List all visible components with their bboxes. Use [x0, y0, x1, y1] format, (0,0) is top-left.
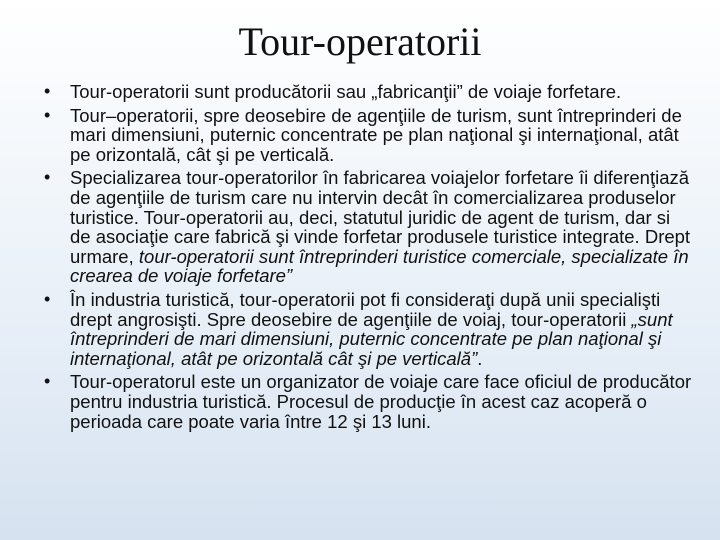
bullet-item [44, 168, 694, 286]
slide-title: Tour-operatorii [238, 19, 482, 64]
bullet-text: Specializarea tour-operatorilor în fabricarea voiajelor forfetare îi diferenţiază de agenţiile de turism care nu intervin decât în comercializarea produselor turistice. Tour-operatorii au, deci, statutul juridic de agent de turism, dar si de asociaţie care fabrică şi vinde forfetar produsele turistice integrate. Drept urmare, [70, 167, 691, 267]
bullet-text: În industria turistică, tour-operatorii pot fi consideraţi după unii specialişti drept angrosişti. Spre deosebire de agenţiile de voiaj, tour-operatorii [70, 288, 661, 330]
bullet-item [44, 82, 694, 102]
bullet-item [44, 372, 694, 431]
bullet-text: Tour–operatorii, spre deosebire de agenţiile de turism, sunt întreprinderi de mari dimensiuni, puternic concentrate pe plan naţional şi internaţional, atât pe orizontală, cât şi pe verticală. [70, 104, 682, 165]
bullet-item [44, 106, 694, 165]
bullet-marker: • [44, 288, 51, 309]
bullet-item [44, 290, 694, 368]
bullet-marker: • [44, 81, 51, 101]
bullet-marker: • [44, 371, 51, 392]
bullet-text-italic: „sunt întreprinderi de mari dimensiuni, puternic concentrate pe plan naţional şi internaţional, atât pe orizontală cât şi pe verticală” [70, 308, 673, 369]
bullet-text: Tour-operatorii sunt producătorii sau „fabricanţii” de voiaje forfetare. [70, 81, 622, 102]
bullet-text: Tour-operatorul este un organizator de voiaje care face oficiul de producător pentru industria turistică. Procesul de producţie în acest caz acoperă o perioada care poate varia între 12 şi 13 luni. [70, 371, 692, 432]
bullet-list [44, 82, 694, 435]
bullet-text-end: . [477, 347, 483, 369]
bullet-marker: • [44, 167, 51, 188]
bullet-marker: • [44, 104, 51, 125]
bullet-text-italic: tour-operatorii sunt întreprinderi turistice comerciale, specializate în crearea de voiaje forfetare” [70, 245, 689, 287]
